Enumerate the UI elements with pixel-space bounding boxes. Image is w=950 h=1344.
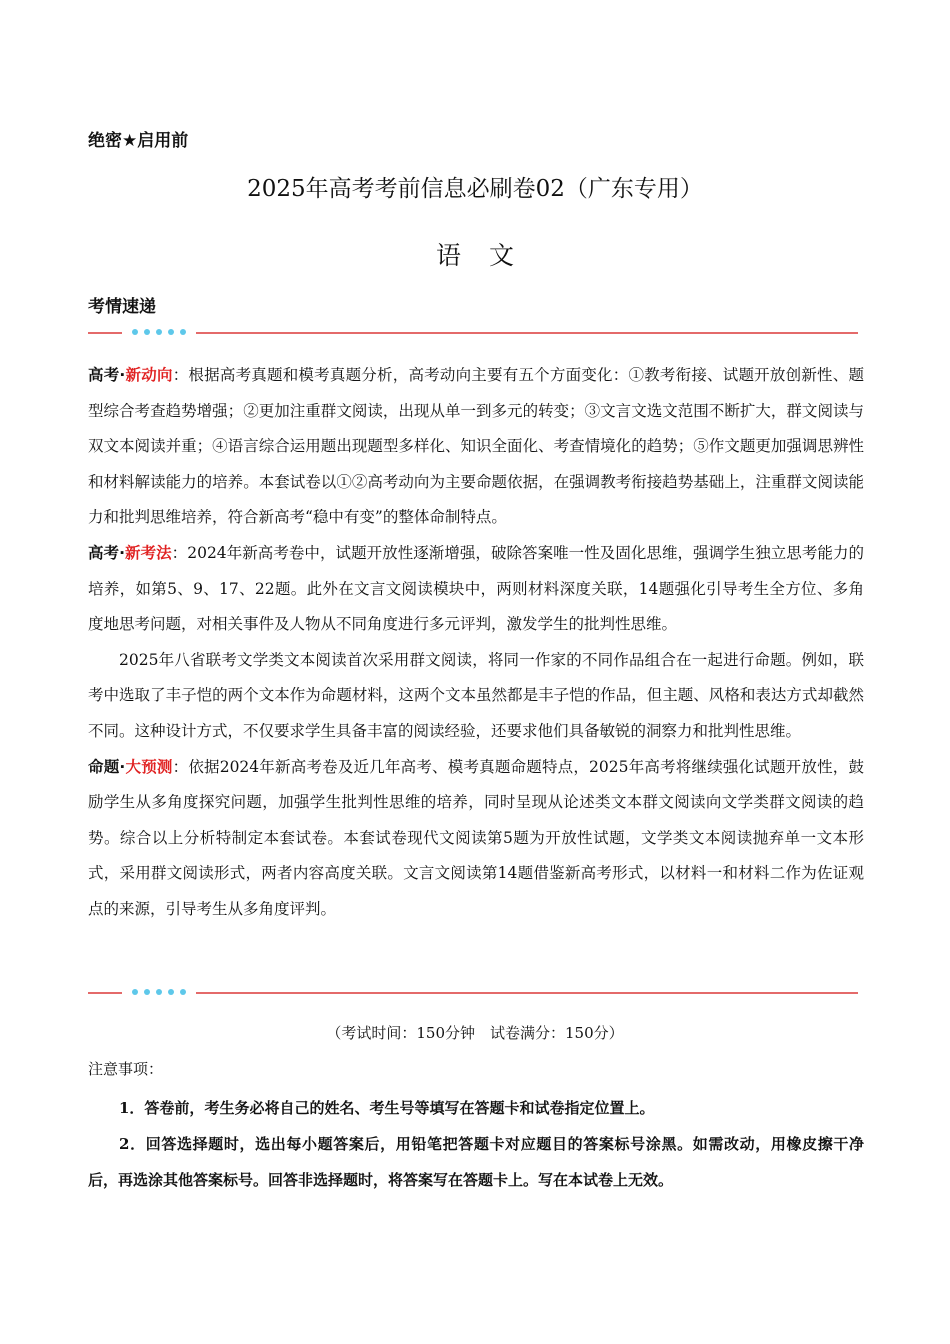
dot-icon xyxy=(156,329,162,335)
dot-icon xyxy=(132,989,138,995)
paragraph-new-method xyxy=(88,536,864,643)
notice-item: 2．回答选择题时，选出每小题答案后，用铅笔把答题卡对应题目的答案标号涂黑。如需改动，用橡皮擦干净后，再选涂其他答案标号。回答非选择题时，将答案写在答题卡上。写在本试卷上无效。 xyxy=(88,1135,864,1189)
label-highlight: 大预测 xyxy=(125,757,173,776)
paragraph-prediction xyxy=(88,750,864,928)
analysis-content xyxy=(88,358,864,928)
top-divider xyxy=(88,327,858,339)
exam-time-score: （考试时间：150分钟 试卷满分：150分） xyxy=(326,1024,624,1042)
dot-icon xyxy=(144,329,150,335)
dot-icon xyxy=(180,329,186,335)
dot-icon xyxy=(168,989,174,995)
label-highlight: 新考法 xyxy=(124,543,172,562)
dot-icon xyxy=(132,329,138,335)
dot-icon xyxy=(144,989,150,995)
paragraph-joint-exam: 2025年八省联考文学类文本阅读首次采用群文阅读，将同一作家的不同作品组合在一起进行命题。例如，联考中选取了丰子恺的两个文本作为命题材料，这两个文本虽然都是丰子恺的作品，但主题、风格和表达方式却截然不同。这种设计方式，不仅要求学生具备丰富的阅读经验，还要求他们具备敏锐的洞察力和批判性思维。 xyxy=(88,650,864,740)
label-prefix: 命题· xyxy=(88,757,126,776)
dot-icon xyxy=(180,989,186,995)
exam-title: 2025年高考考前信息必刷卷02（广东专用） xyxy=(247,176,703,202)
divider-dots xyxy=(132,329,186,335)
label-colon: ： xyxy=(172,366,189,384)
label-prefix: 高考· xyxy=(88,366,126,384)
dot-icon xyxy=(156,989,162,995)
subject-title: 语文 xyxy=(435,241,542,270)
label-prefix: 高考· xyxy=(88,543,125,562)
confidential-label: 绝密★启用前 xyxy=(88,131,189,151)
paragraph-text: 2024年新高考卷中，试题开放性逐渐增强，破除答案唯一性及固化思维，强调学生独立思考能力的培养，如第5、9、17、22题。此外在文言文阅读模块中，两则材料深度关联，14题强化引导考生全方位、多角度地思考问题，对相关事件及人物从不同角度进行多元评判，激发学生的批判性思维。 xyxy=(88,543,864,634)
paragraph-text: 根据高考真题和模考真题分析，高考动向主要有五个方面变化：①教考衔接、试题开放创新性、题型综合考查趋势增强；②更加注重群文阅读，出现从单一到多元的转变；③文言文选文范围不断扩大，群文阅读与双文本阅读并重；④语言综合运用题出现题型多样化、知识全面化、考查情境化的趋势；⑤作文题更加强调思辨性和材料解读能力的培养。本套试卷以①②高考动向为主要命题依据，在强调教考衔接趋势基础上，注重群文阅读能力和批判思维培养，符合新高考“稳中有变”的整体命制特点。 xyxy=(88,366,864,527)
section-title: 考情速递 xyxy=(88,297,156,317)
label-highlight: 新动向 xyxy=(125,366,173,384)
divider-dots xyxy=(132,989,186,995)
dot-icon xyxy=(168,329,174,335)
notice-list xyxy=(88,1090,864,1198)
paragraph-text: 依据2024年新高考卷及近几年高考、模考真题命题特点，2025年高考将继续强化试题开放性，鼓励学生从多角度探究问题，加强学生批判性思维的培养，同时呈现从论述类文本群文阅读向文学类群文阅读的趋势。综合以上分析特制定本套试卷。本套试卷现代文阅读第5题为开放性试题，文学类文本阅读抛弃单一文本形式，采用群文阅读形式，两者内容高度关联。文言文阅读第14题借鉴新高考形式，以材料一和材料二作为佐证观点的来源，引导考生从多角度评判。 xyxy=(88,757,864,918)
divider-line-right xyxy=(196,332,858,334)
divider-line-right xyxy=(196,992,858,994)
bottom-divider xyxy=(88,987,858,999)
notice-item: 1．答卷前，考生务必将自己的姓名、考生号等填写在答题卡和试卷指定位置上。 xyxy=(119,1099,655,1117)
label-colon: ： xyxy=(171,543,188,562)
divider-line-left xyxy=(88,332,122,334)
divider-line-left xyxy=(88,992,122,994)
label-colon: ： xyxy=(172,757,189,776)
paragraph-new-trend xyxy=(88,358,864,536)
notice-title: 注意事项： xyxy=(88,1060,164,1078)
